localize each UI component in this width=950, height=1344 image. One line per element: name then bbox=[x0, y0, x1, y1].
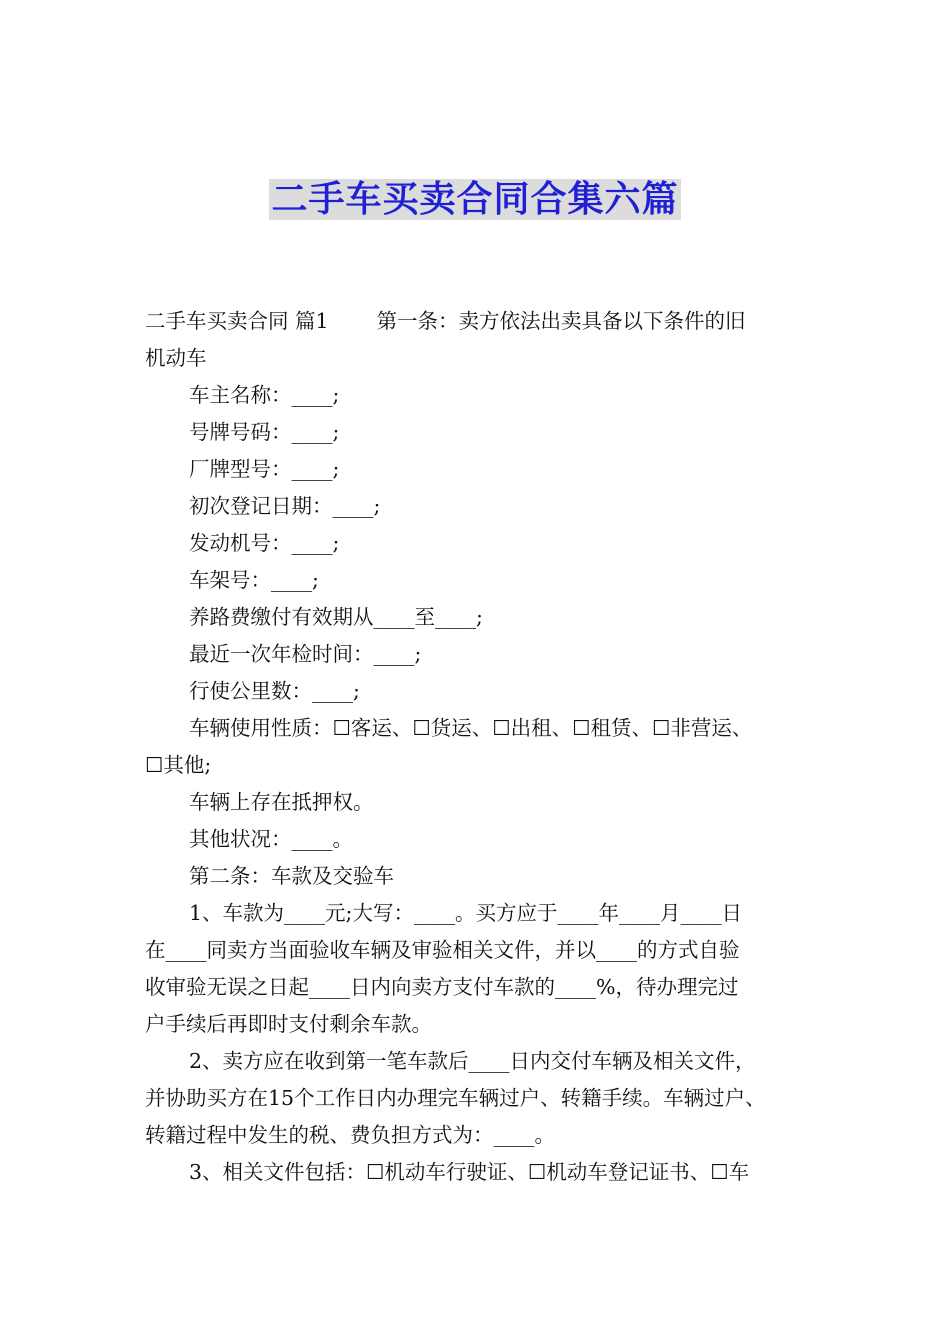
document-title-text: 二手车买卖合同合集六篇 bbox=[271, 179, 679, 220]
field-plate-number: 号牌号码：____; bbox=[189, 420, 340, 444]
clause2-line-3: 转籍过程中发生的税、费负担方式为：____。 bbox=[145, 1123, 555, 1147]
document-title bbox=[0, 176, 950, 224]
document-body bbox=[145, 303, 825, 1191]
field-last-inspection: 最近一次年检时间：____; bbox=[189, 642, 422, 666]
field-frame-number: 车架号：____; bbox=[189, 568, 319, 592]
clause1-line-3: 收审验无误之日起____日内向卖方支付车款的____%，待办理完过 bbox=[145, 975, 739, 999]
contract-heading-label: 二手车买卖合同 篇1 bbox=[145, 309, 329, 333]
field-first-registration: 初次登记日期：____; bbox=[189, 494, 381, 518]
field-owner-name: 车主名称：____; bbox=[189, 383, 340, 407]
usage-line-2: ☐其他; bbox=[145, 753, 212, 777]
clause3-line-1: 3、相关文件包括：☐机动车行驶证、☐机动车登记证书、☐车 bbox=[189, 1160, 750, 1184]
field-mileage: 行使公里数：____; bbox=[189, 679, 360, 703]
article1-intro: 第一条：卖方依法出卖具备以下条件的旧 bbox=[376, 309, 746, 333]
intro-line-2: 机动车 bbox=[145, 346, 207, 370]
clause2-line-1: 2、卖方应在收到第一笔车款后____日内交付车辆及相关文件， bbox=[189, 1049, 756, 1073]
clause2-line-2: 并协助买方在15个工作日内办理完车辆过户、转籍手续。车辆过户、 bbox=[145, 1086, 766, 1110]
clause1-line-2: 在____同卖方当面验收车辆及审验相关文件，并以____的方式自验 bbox=[145, 938, 740, 962]
article2-heading: 第二条：车款及交验车 bbox=[189, 864, 394, 888]
field-road-fee-validity: 养路费缴付有效期从____至____; bbox=[189, 605, 483, 629]
usage-line-1: 车辆使用性质：☐客运、☐货运、☐出租、☐租赁、☐非营运、 bbox=[189, 716, 753, 740]
field-model: 厂牌型号：____; bbox=[189, 457, 340, 481]
mortgage-line: 车辆上存在抵押权。 bbox=[189, 790, 374, 814]
clause1-line-4: 户手续后再即时支付剩余车款。 bbox=[145, 1012, 432, 1036]
intro-line-1 bbox=[145, 303, 825, 340]
other-status-line: 其他状况：____。 bbox=[189, 827, 353, 851]
field-engine-number: 发动机号：____; bbox=[189, 531, 340, 555]
clause1-line-1: 1、车款为____元;大写：____。买方应于____年____月____日 bbox=[189, 901, 742, 925]
